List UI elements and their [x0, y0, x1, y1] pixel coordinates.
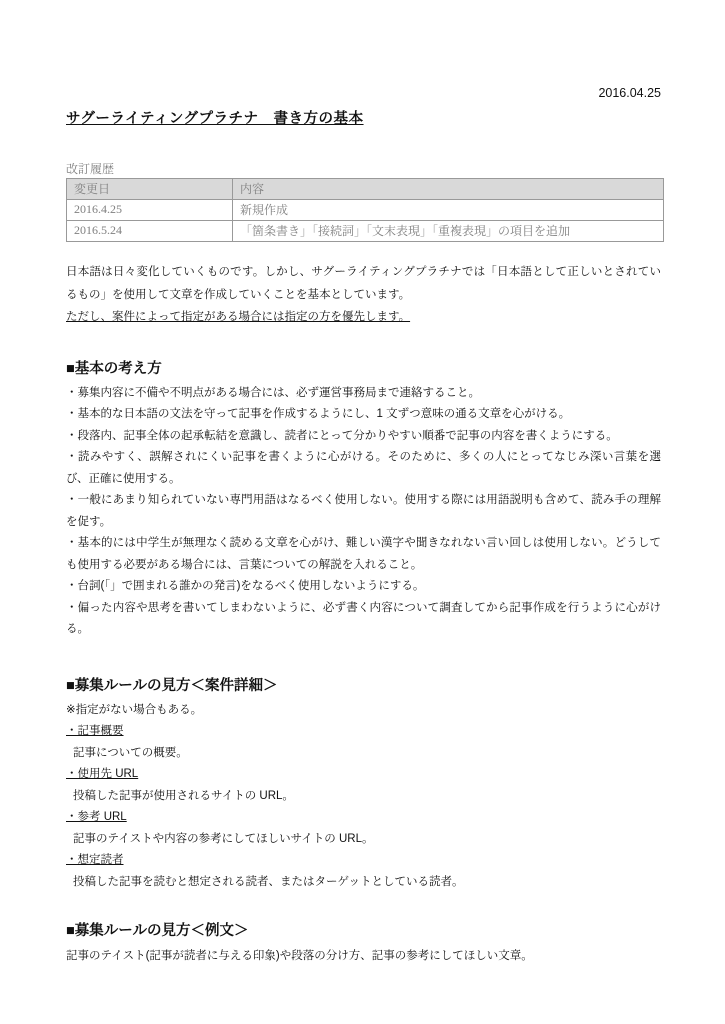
definition-term: ・参考 URL	[66, 811, 127, 823]
bullet-item: ・募集内容に不備や不明点がある場合には、必ず運営事務局まで連絡すること。	[66, 386, 480, 399]
definition-description: 記事についての概要。	[73, 746, 188, 759]
intro-paragraph	[66, 261, 661, 329]
cell-content: 「箇条書き」「接続詞」「文末表現」「重複表現」の項目を追加	[233, 221, 664, 242]
bullet-item: ・読みやすく、誤解されにくい記事を書くように心がける。そのために、多くの人にとってなじみ深い言葉を選び、正確に使用する。	[66, 451, 661, 485]
revision-history-label: 改訂履歴	[66, 162, 115, 176]
basic-policy-bullet-list	[66, 383, 661, 641]
column-header-content: 内容	[233, 179, 664, 200]
document-date: 2016.04.25	[598, 86, 661, 100]
definition-description: 投稿した記事が使用されるサイトの URL。	[73, 789, 294, 802]
definition-term: ・記事概要	[66, 725, 124, 737]
intro-underlined-note: ただし、案件によって指定がある場合には指定の方を優先します。	[66, 311, 411, 323]
revision-history-table	[66, 178, 664, 242]
definition-term-row	[66, 807, 661, 829]
definition-term-row	[66, 850, 661, 872]
table-row	[67, 221, 664, 242]
column-header-change-date: 変更日	[67, 179, 233, 200]
table-row	[67, 200, 664, 221]
definition-term-row	[66, 764, 661, 786]
document-title: サグーライティングプラチナ 書き方の基本	[66, 111, 364, 127]
definition-description: 投稿した記事を読むと想定される読者、またはターゲットとしている読者。	[73, 875, 464, 888]
section-heading-case-detail: ■募集ルールの見方＜案件詳細＞	[66, 677, 278, 694]
revision-history-section	[66, 162, 661, 242]
cell-change-date: 2016.5.24	[67, 221, 233, 242]
case-detail-note: ※指定がない場合もある。	[66, 703, 203, 716]
bullet-item: ・偏った内容や思考を書いてしまわないように、必ず書く内容について調査してから記事作成を行うように心がける。	[66, 601, 661, 635]
definition-term: ・使用先 URL	[66, 768, 139, 780]
case-detail-definition-list	[66, 721, 661, 893]
definition-description: 記事のテイストや内容の参考にしてほしいサイトの URL。	[73, 832, 374, 845]
table-header-row	[67, 179, 664, 200]
bullet-item: ・基本的には中学生が無理なく読める文章を心がけ、難しい漢字や聞きなれない言い回しは使用しない。どうしても使用する必要がある場合には、言葉についての解説を入れること。	[66, 537, 661, 571]
intro-body: 日本語は日々変化していくものです。しかし、サグーライティングプラチナでは「日本語として正しいとされているもの」を使用して文章を作成していくことを基本としています。	[66, 266, 661, 301]
cell-content: 新規作成	[233, 200, 664, 221]
bullet-item: ・台詞(「」で囲まれる誰かの発言)をなるべく使用しないようにする。	[66, 580, 425, 592]
bullet-item: ・基本的な日本語の文法を守って記事を作成するようにし、1 文ずつ意味の通る文章を心がける。	[66, 408, 571, 420]
definition-term: ・想定読者	[66, 854, 124, 866]
bullet-item: ・一般にあまり知られていない専門用語はなるべく使用しない。使用する際には用語説明も含めて、読み手の理解を促す。	[66, 494, 661, 528]
example-text-body: 記事のテイスト(記事が読者に与える印象)や段落の分け方、記事の参考にしてほしい文章。	[66, 950, 533, 962]
definition-term-row	[66, 721, 661, 743]
bullet-item: ・段落内、記事全体の起承転結を意識し、読者にとって分かりやすい順番で記事の内容を書くようにする。	[66, 429, 618, 442]
section-heading-example-text: ■募集ルールの見方＜例文＞	[66, 923, 249, 939]
cell-change-date: 2016.4.25	[67, 200, 233, 221]
section-heading-basic-policy: ■基本の考え方	[66, 360, 162, 377]
